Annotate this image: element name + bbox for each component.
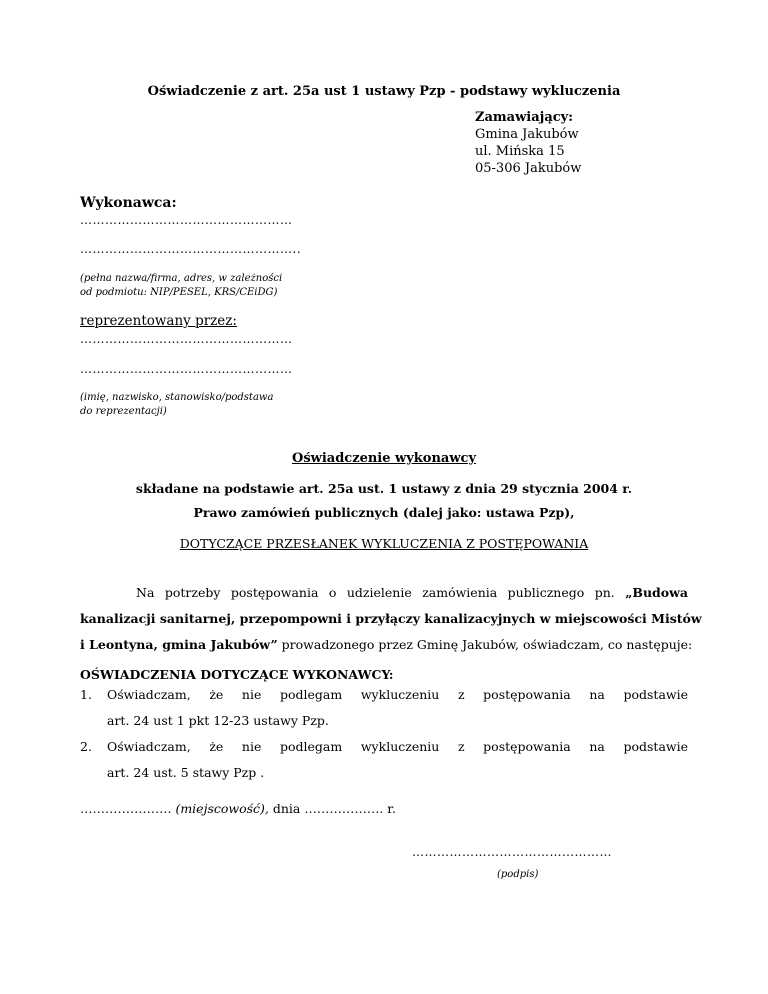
declaration-word: nie xyxy=(241,687,262,702)
intro-word: zamówienia xyxy=(422,585,498,600)
intro-word: o xyxy=(328,585,337,600)
document-title: Oświadczenie z art. 25a ust 1 ustawy Pzp - podstawy wykluczenia xyxy=(147,84,621,99)
contracting-authority-label: Zamawiający: xyxy=(475,110,574,125)
section-heading: OŚWIADCZENIA DOTYCZĄCE WYKONAWCY: xyxy=(80,667,394,682)
project-name-start: „Budowa xyxy=(625,585,688,600)
project-name-line: kanalizacji sanitarnej, przepompowni i przyłączy kanalizacyjnych w miejscowości Mistów xyxy=(80,611,702,626)
statement-subject: DOTYCZĄCE PRZESŁANEK WYKLUCZENIA Z POSTĘPOWANIA xyxy=(179,536,589,551)
declaration-word: z xyxy=(457,739,465,754)
signature-field: ………………………………………… xyxy=(412,845,612,859)
intro-word: Na xyxy=(136,585,155,600)
declaration-word: z xyxy=(457,687,465,702)
declaration-item-1-continuation: art. 24 ust 1 pkt 12-23 ustawy Pzp. xyxy=(107,713,329,728)
contracting-authority xyxy=(475,109,581,177)
represented-by-note-line-1: (imię, nazwisko, stanowisko/podstawa xyxy=(80,392,274,403)
declaration-word: postępowania xyxy=(483,687,571,702)
represented-by-field-1: …………………………………………… xyxy=(80,332,293,346)
intro-word: pn. xyxy=(594,585,615,600)
intro-word: postępowania xyxy=(230,585,319,600)
intro-line-3-rest: prowadzonego przez Gminę Jakubów, oświadczam, co następuje: xyxy=(277,637,693,652)
contractor-note-line-2: od podmiotu: NIP/PESEL, KRS/CEiDG) xyxy=(80,287,278,298)
contractor-field-2: …………………………………………….. xyxy=(80,242,302,256)
statement-heading: Oświadczenie wykonawcy xyxy=(292,451,476,466)
place-date-line xyxy=(80,801,396,816)
declaration-word: wykluczeniu xyxy=(360,687,440,702)
contracting-authority-name: Gmina Jakubów xyxy=(475,127,579,142)
declaration-word: wykluczeniu xyxy=(360,739,440,754)
represented-by-field-2: …………………………………………… xyxy=(80,362,293,376)
represented-by-note-line-2: do reprezentacji) xyxy=(80,406,167,417)
intro-line-3 xyxy=(80,632,693,658)
place-field: …………………. xyxy=(80,801,176,816)
intro-word: potrzeby xyxy=(164,585,221,600)
contracting-authority-street: ul. Mińska 15 xyxy=(475,144,565,159)
intro-word: publicznego xyxy=(507,585,585,600)
declaration-word: że xyxy=(209,687,224,702)
contractor-label: Wykonawca: xyxy=(80,195,177,211)
declaration-item-2-continuation: art. 24 ust. 5 stawy Pzp . xyxy=(107,765,265,780)
intro-line-1 xyxy=(80,580,688,606)
contractor-field-1: …………………………………………… xyxy=(80,213,293,227)
declaration-word: na xyxy=(589,687,605,702)
declaration-item-2 xyxy=(80,734,688,786)
declaration-word: podlegam xyxy=(280,687,343,702)
declaration-item-2-line xyxy=(107,734,688,760)
statement-basis-line-1: składane na podstawie art. 25a ust. 1 ustawy z dnia 29 stycznia 2004 r. xyxy=(135,481,633,496)
declaration-item-1 xyxy=(80,682,688,734)
declaration-item-1-line xyxy=(107,682,688,708)
declaration-word: podstawie xyxy=(623,687,688,702)
signature-label: (podpis) xyxy=(497,869,539,880)
represented-by-label: reprezentowany przez: xyxy=(80,313,237,329)
intro-word: udzielenie xyxy=(346,585,412,600)
place-label: (miejscowość), xyxy=(175,801,269,816)
contracting-authority-city: 05-306 Jakubów xyxy=(475,161,582,176)
declaration-item-number: 1. xyxy=(80,687,92,702)
declaration-word: Oświadczam, xyxy=(107,739,191,754)
project-name-end: i Leontyna, gmina Jakubów” xyxy=(80,637,278,652)
represented-by-note xyxy=(80,391,273,419)
declaration-word: podlegam xyxy=(280,739,343,754)
declaration-word: że xyxy=(209,739,224,754)
declaration-word: Oświadczam, xyxy=(107,687,191,702)
declaration-word: postępowania xyxy=(483,739,571,754)
date-field: dnia ………………. r. xyxy=(268,801,396,816)
declaration-word: nie xyxy=(241,739,262,754)
declaration-item-number: 2. xyxy=(80,739,92,754)
declaration-word: na xyxy=(589,739,605,754)
intro-paragraph xyxy=(80,580,702,658)
contractor-note-line-1: (pełna nazwa/firma, adres, w zależności xyxy=(80,273,283,284)
declaration-word: podstawie xyxy=(623,739,688,754)
statement-basis-line-2: Prawo zamówień publicznych (dalej jako: ustawa Pzp), xyxy=(193,505,575,520)
contractor-note xyxy=(80,272,282,300)
